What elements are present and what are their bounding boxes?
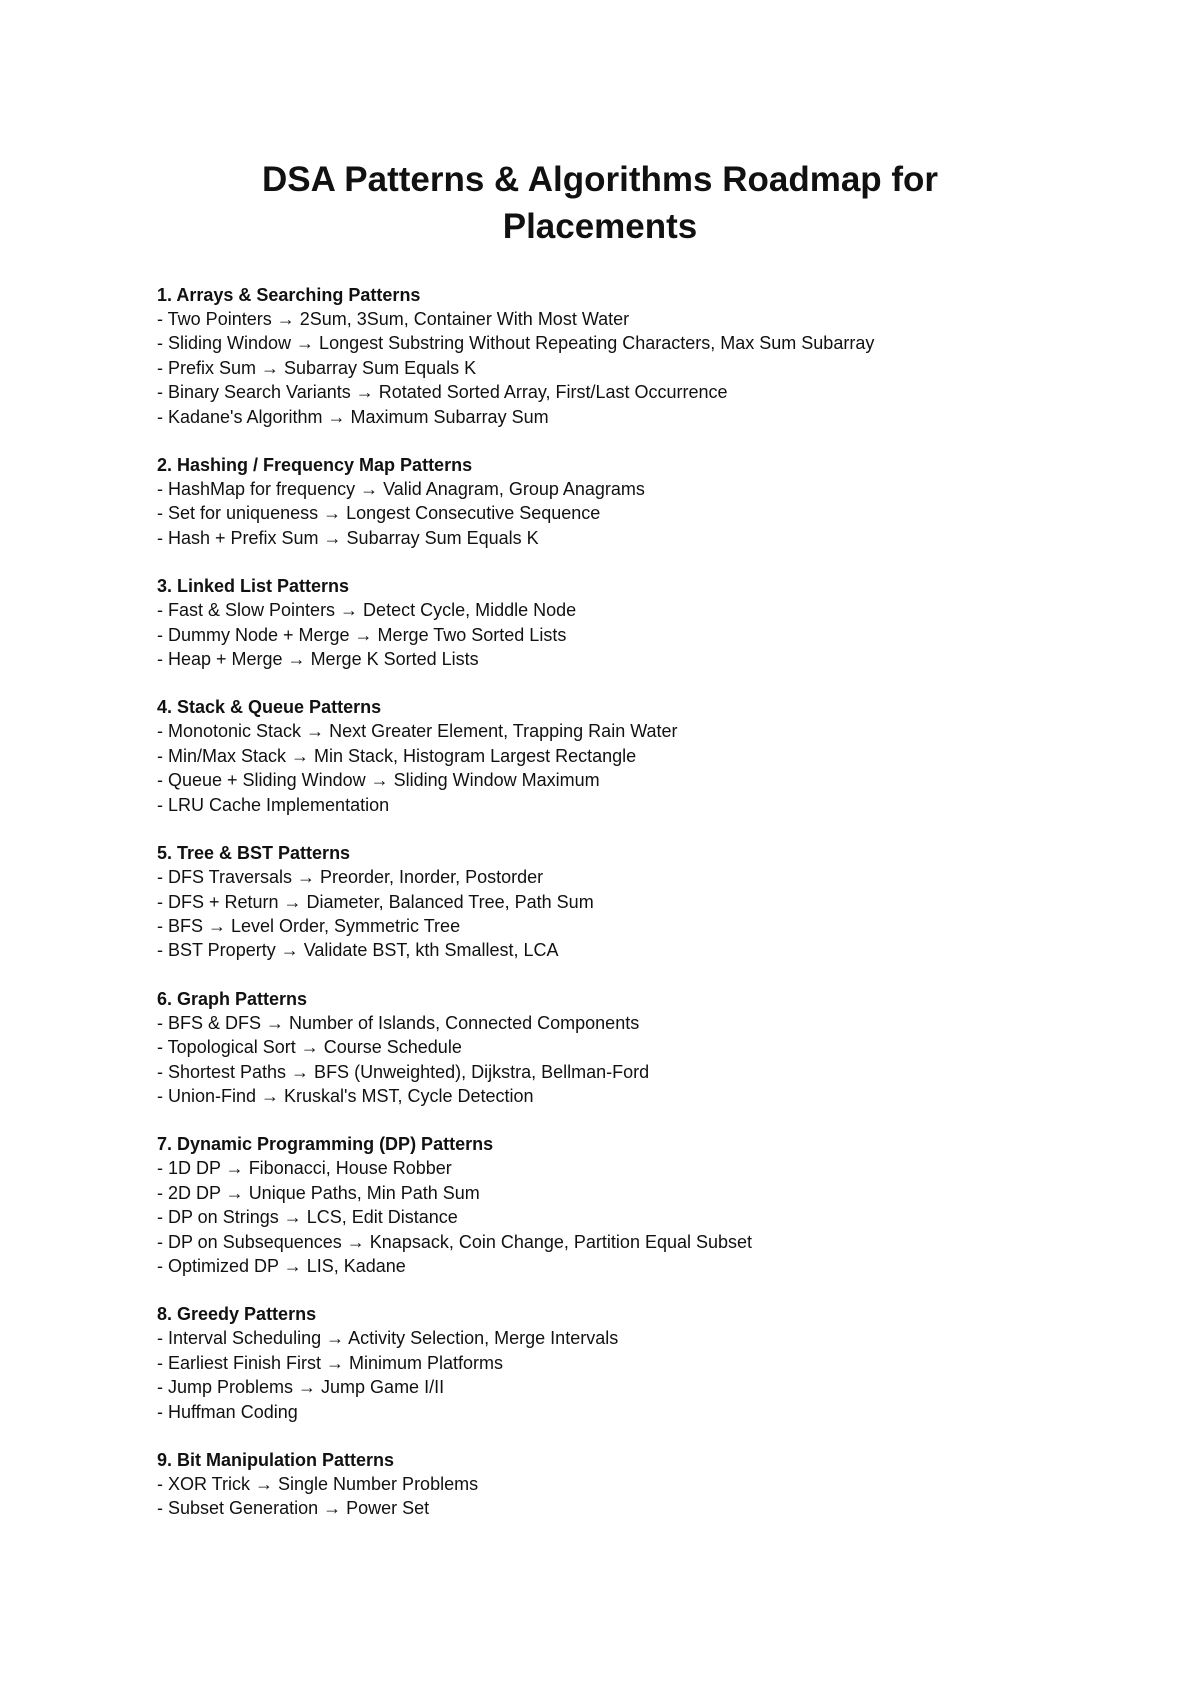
list-item: - Hash + Prefix Sum → Subarray Sum Equals K (157, 527, 539, 548)
section-4 (157, 695, 1157, 817)
list-item: - 1D DP → Fibonacci, House Robber (157, 1158, 452, 1179)
list-item: - Earliest Finish First → Minimum Platforms (157, 1352, 504, 1373)
section-heading: 3. Linked List Patterns (157, 576, 350, 597)
list-item: - Dummy Node + Merge → Merge Two Sorted Lists (157, 624, 567, 645)
list-item: - Optimized DP → LIS, Kadane (157, 1255, 406, 1276)
list-item: - HashMap for frequency → Valid Anagram, Group Anagrams (157, 479, 645, 500)
section-heading: 1. Arrays & Searching Patterns (157, 285, 421, 305)
section-6 (157, 987, 1157, 1109)
section-heading: 7. Dynamic Programming (DP) Patterns (157, 1134, 494, 1155)
list-item: - BFS → Level Order, Symmetric Tree (157, 915, 461, 936)
page-title-line-1: DSA Patterns & Algorithms Roadmap for (261, 160, 939, 199)
section-9 (157, 1448, 1157, 1521)
list-item: - Shortest Paths → BFS (Unweighted), Dijkstra, Bellman-Ford (157, 1061, 650, 1082)
list-item: - Fast & Slow Pointers → Detect Cycle, Middle Node (157, 600, 577, 621)
list-item: - 2D DP → Unique Paths, Min Path Sum (157, 1182, 480, 1203)
list-item: - Huffman Coding (157, 1401, 298, 1422)
list-item: - DFS + Return → Diameter, Balanced Tree, Path Sum (157, 891, 594, 912)
section-1 (157, 283, 1157, 429)
list-item: - Interval Scheduling → Activity Selection, Merge Intervals (157, 1328, 619, 1349)
section-7 (157, 1132, 1157, 1278)
list-item: - Two Pointers → 2Sum, 3Sum, Container With Most Water (157, 309, 630, 329)
list-item: - DP on Strings → LCS, Edit Distance (157, 1207, 458, 1228)
section-heading: 2. Hashing / Frequency Map Patterns (157, 455, 473, 476)
list-item: - Topological Sort → Course Schedule (157, 1037, 462, 1058)
list-item: - Set for uniqueness → Longest Consecutive Sequence (157, 503, 601, 524)
section-heading: 5. Tree & BST Patterns (157, 843, 351, 864)
list-item: - Binary Search Variants → Rotated Sorted Array, First/Last Occurrence (157, 382, 728, 403)
list-item: - Union-Find → Kruskal's MST, Cycle Detection (157, 1085, 534, 1106)
list-item: - Kadane's Algorithm → Maximum Subarray Sum (157, 406, 549, 427)
section-5 (157, 841, 1157, 963)
section-8 (157, 1302, 1157, 1424)
list-item: - BFS & DFS → Number of Islands, Connected Components (157, 1012, 640, 1033)
section-heading: 4. Stack & Queue Patterns (157, 697, 382, 718)
list-item: - XOR Trick → Single Number Problems (157, 1474, 479, 1494)
list-item: - Sliding Window → Longest Substring Without Repeating Characters, Max Sum Subarray (157, 333, 875, 354)
list-item: - Prefix Sum → Subarray Sum Equals K (157, 357, 477, 378)
section-3 (157, 574, 1157, 671)
list-item: - Monotonic Stack → Next Greater Element, Trapping Rain Water (157, 721, 678, 742)
list-item: - DFS Traversals → Preorder, Inorder, Postorder (157, 867, 544, 888)
sections-list (157, 283, 1157, 1545)
list-item: - Heap + Merge → Merge K Sorted Lists (157, 649, 479, 670)
list-item: - BST Property → Validate BST, kth Smallest, LCA (157, 940, 559, 961)
section-heading: 8. Greedy Patterns (157, 1304, 317, 1325)
page-title-line-2: Placements (502, 207, 698, 246)
list-item: - Jump Problems → Jump Game I/II (157, 1377, 445, 1398)
list-item: - Subset Generation → Power Set (157, 1498, 430, 1519)
list-item: - Min/Max Stack → Min Stack, Histogram Largest Rectangle (157, 745, 637, 766)
section-heading: 6. Graph Patterns (157, 988, 308, 1009)
list-item: - DP on Subsequences → Knapsack, Coin Change, Partition Equal Subset (157, 1231, 753, 1252)
section-heading: 9. Bit Manipulation Patterns (157, 1450, 395, 1470)
page-title (150, 156, 1050, 250)
section-2 (157, 453, 1157, 550)
list-item: - LRU Cache Implementation (157, 794, 390, 815)
list-item: - Queue + Sliding Window → Sliding Window Maximum (157, 770, 600, 791)
